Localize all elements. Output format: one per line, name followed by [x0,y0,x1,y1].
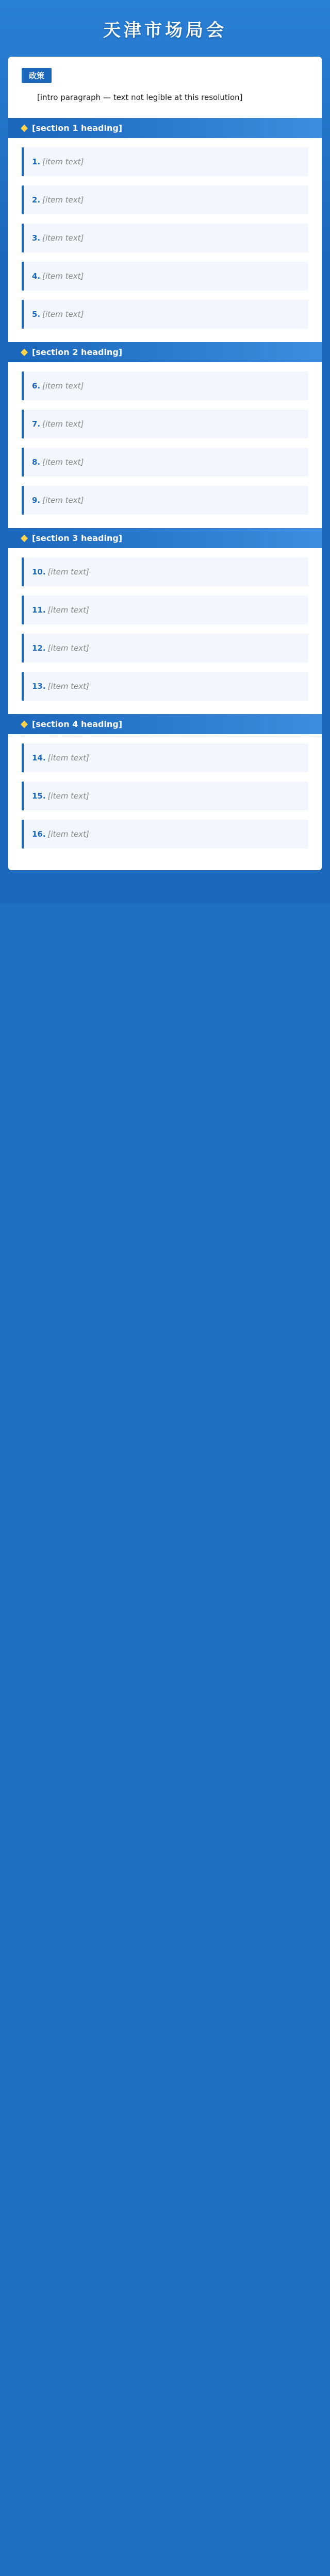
policy-item [22,371,308,400]
policy-item [22,300,308,329]
policy-item [22,743,308,772]
policy-item [22,185,308,214]
policy-item [22,410,308,438]
content-card [8,57,322,870]
policy-item-text: [item text] [47,753,89,762]
policy-item-number: 2. [32,195,41,205]
policy-item-text: [item text] [42,195,84,205]
policy-item [22,486,308,515]
policy-item-number: 14. [32,753,46,762]
diamond-bullet-icon [21,534,28,541]
policy-item-text: [item text] [47,791,89,801]
section-heading [8,118,322,138]
policy-item [22,672,308,701]
policy-item [22,782,308,810]
policy-item [22,448,308,477]
policy-item-text: [item text] [42,233,84,243]
policy-item-text: [item text] [42,419,84,429]
policy-item-text: [item text] [47,605,89,615]
policy-item-text: [item text] [42,496,84,505]
policy-item-number: 6. [32,381,41,391]
section-heading [8,528,322,548]
section-heading [8,714,322,734]
masthead [0,0,330,57]
policy-item-text: [item text] [47,829,89,839]
intro-paragraph: [intro paragraph — text not legible at this resolution] [37,93,243,102]
masthead-title: 天津市场局会 [103,20,227,41]
page [0,0,330,903]
policy-item-text: [item text] [47,643,89,653]
policy-item-number: 1. [32,157,41,166]
sections-container [22,118,308,849]
policy-item-number: 16. [32,829,46,839]
policy-item-number: 5. [32,310,41,319]
policy-item-text: [item text] [42,381,84,391]
policy-item-text: [item text] [42,157,84,166]
section-heading-text: [section 4 heading] [32,719,123,729]
policy-item-number: 11. [32,605,46,615]
policy-item-text: [item text] [42,457,84,467]
policy-item-number: 10. [32,567,46,577]
section-heading-text: [section 2 heading] [32,347,123,357]
policy-item-number: 15. [32,791,46,801]
policy-item-text: [item text] [47,567,89,577]
policy-item-number: 8. [32,457,41,467]
policy-item [22,820,308,849]
policy-item-number: 4. [32,272,41,281]
section-heading-text: [section 1 heading] [32,123,123,133]
category-tag: 政策 [22,68,52,83]
diamond-bullet-icon [21,124,28,131]
policy-item [22,147,308,176]
policy-item-number: 13. [32,682,46,691]
policy-item-number: 9. [32,496,41,505]
policy-item-number: 7. [32,419,41,429]
policy-item [22,262,308,291]
policy-item-number: 3. [32,233,41,243]
diamond-bullet-icon [21,348,28,355]
policy-item [22,634,308,663]
policy-item-text: [item text] [47,682,89,691]
policy-item [22,557,308,586]
section-heading [8,342,322,362]
section-heading-text: [section 3 heading] [32,533,123,543]
policy-item [22,596,308,624]
policy-item-text: [item text] [42,272,84,281]
diamond-bullet-icon [21,720,28,727]
policy-item [22,224,308,252]
policy-item-text: [item text] [42,310,84,319]
policy-item-number: 12. [32,643,46,653]
